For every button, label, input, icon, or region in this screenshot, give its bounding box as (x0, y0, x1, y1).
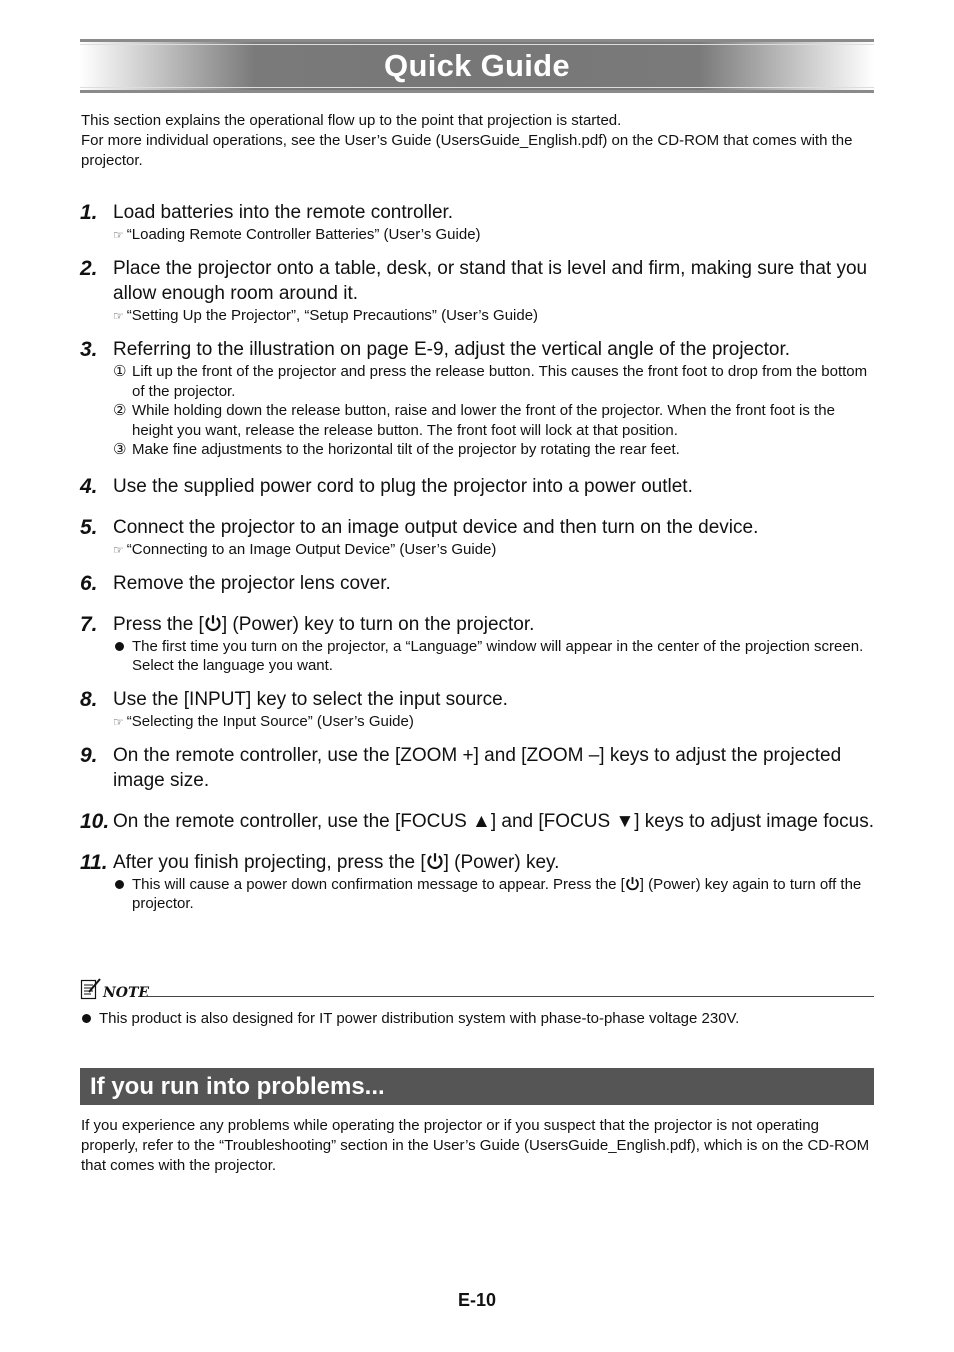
bullet-text: The first time you turn on the projector, a “Language” window will appear in the center of the projection screen. Select the language you want. (132, 637, 864, 674)
step-text: Use the supplied power cord to plug the projector into a power outlet. (113, 475, 693, 497)
bullet-text-before: This will cause a power down confirmation message to appear. Press the [ (132, 875, 625, 893)
section-title: If you run into problems... (90, 1072, 385, 1100)
pointing-hand-icon: ☞ (113, 228, 124, 242)
step-text: Place the projector onto a table, desk, or stand that is level and firm, making sure that you allow enough room around it. (113, 258, 868, 304)
intro-line-1: This section explains the operational flow up to the point that projection is started. (81, 112, 622, 129)
reference (113, 712, 874, 732)
step-2 (80, 256, 874, 326)
step-number: 2. (80, 257, 98, 280)
step-9 (80, 743, 874, 793)
step-number: 4. (80, 474, 98, 498)
power-icon (426, 852, 444, 871)
reference (113, 225, 874, 245)
step-text-before: After you finish projecting, press the [ (113, 851, 426, 873)
reference (113, 306, 874, 326)
page-number: E-10 (457, 1290, 497, 1310)
step-1 (80, 200, 874, 245)
reference-text: “Connecting to an Image Output Device” (User’s Guide) (126, 540, 497, 558)
power-icon (204, 614, 222, 633)
step-number: 7. (80, 612, 98, 636)
circled-number-1: ① (113, 363, 127, 380)
pointing-hand-icon: ☞ (113, 542, 124, 557)
step-8 (80, 687, 874, 732)
step-number: 8. (80, 687, 98, 711)
bullet-dot (115, 642, 124, 651)
section-header-problems (80, 1068, 874, 1105)
note-word: NOTE (103, 985, 150, 1001)
problems-text-block (81, 1116, 871, 1176)
step-number: 1. (80, 201, 98, 224)
step-number: 6. (80, 571, 98, 595)
step-text: Remove the projector lens cover. (113, 572, 391, 594)
page-title: Quick Guide (384, 48, 570, 83)
step-4 (80, 474, 874, 499)
step-text (113, 850, 874, 875)
note-label (80, 975, 149, 1001)
step-text-after: ] (Power) key to turn on the projector. (221, 613, 535, 635)
step-text: On the remote controller, use the [ZOOM +] and [ZOOM –] keys to adjust the projected image size. (113, 744, 842, 791)
problems-text: If you experience any problems while operating the projector or if you suspect that the projector is not operating properly, refer to the “Troubleshooting” section in the User’s Guide (UsersGuide_English.pdf), which is on the CD-ROM that comes with the projector. (81, 1117, 870, 1174)
bullet-item (113, 637, 874, 676)
note-divider (144, 996, 874, 997)
sub-step-text: While holding down the release button, raise and lower the front of the projector. When the front foot is the height you want, release the release button. The front foot will lock at that position. (132, 402, 835, 439)
step-text: Load batteries into the remote controller. (113, 202, 454, 223)
bullet-dot (82, 1014, 91, 1023)
circled-number-3: ③ (113, 441, 127, 458)
step-10 (80, 809, 874, 834)
step-number: 5. (80, 515, 98, 539)
pointing-hand-icon: ☞ (113, 714, 124, 729)
reference-text: “Setting Up the Projector”, “Setup Precautions” (User’s Guide) (126, 307, 539, 324)
step-number: 3. (80, 338, 98, 361)
sub-step-2 (113, 401, 874, 440)
pointing-hand-icon: ☞ (113, 309, 124, 323)
step-3 (80, 337, 874, 460)
page-title-banner (80, 39, 874, 93)
step-text: Referring to the illustration on page E-9, adjust the vertical angle of the projector. (113, 339, 791, 360)
step-text-after: ] (Power) key. (443, 851, 560, 873)
note-header (80, 975, 874, 1001)
bullet-text-after: ] (Power) key again to turn off the projector. (132, 875, 862, 912)
step-7 (80, 612, 874, 676)
step-5 (80, 515, 874, 560)
reference (113, 540, 874, 560)
sub-step-1 (113, 362, 874, 401)
step-text (113, 612, 874, 637)
intro-line-2: For more individual operations, see the User’s Guide (UsersGuide_English.pdf) on the CD-ROM that comes with the projector. (81, 132, 853, 169)
step-number: 10. (80, 809, 110, 833)
step-text: Connect the projector to an image output device and then turn on the device. (113, 516, 759, 538)
reference-text: “Selecting the Input Source” (User’s Guide) (126, 712, 414, 730)
step-number: 11. (80, 850, 108, 874)
reference-text: “Loading Remote Controller Batteries” (User’s Guide) (126, 226, 481, 243)
power-icon (625, 876, 640, 892)
note-item (80, 1009, 874, 1028)
step-number: 9. (80, 743, 98, 767)
sub-step-text: Make fine adjustments to the horizontal tilt of the projector by rotating the rear feet. (132, 441, 680, 458)
step-6 (80, 571, 874, 596)
step-list (80, 200, 874, 914)
step-text-before: Press the [ (113, 613, 204, 635)
step-text: On the remote controller, use the [FOCUS ▲] and [FOCUS ▼] keys to adjust image focus. (113, 810, 874, 832)
step-text: Use the [INPUT] key to select the input source. (113, 688, 508, 710)
intro-text (81, 111, 871, 171)
circled-number-2: ② (113, 402, 127, 419)
sub-step-text: Lift up the front of the projector and press the release button. This causes the front foot to drop from the bottom of the projector. (132, 363, 868, 400)
sub-step-3 (113, 440, 874, 460)
bullet-item (113, 875, 874, 914)
bullet-dot (115, 880, 124, 889)
note-pad-icon (80, 977, 102, 1001)
note-text: This product is also designed for IT power distribution system with phase-to-phase voltage 230V. (99, 1010, 740, 1027)
step-11 (80, 850, 874, 914)
